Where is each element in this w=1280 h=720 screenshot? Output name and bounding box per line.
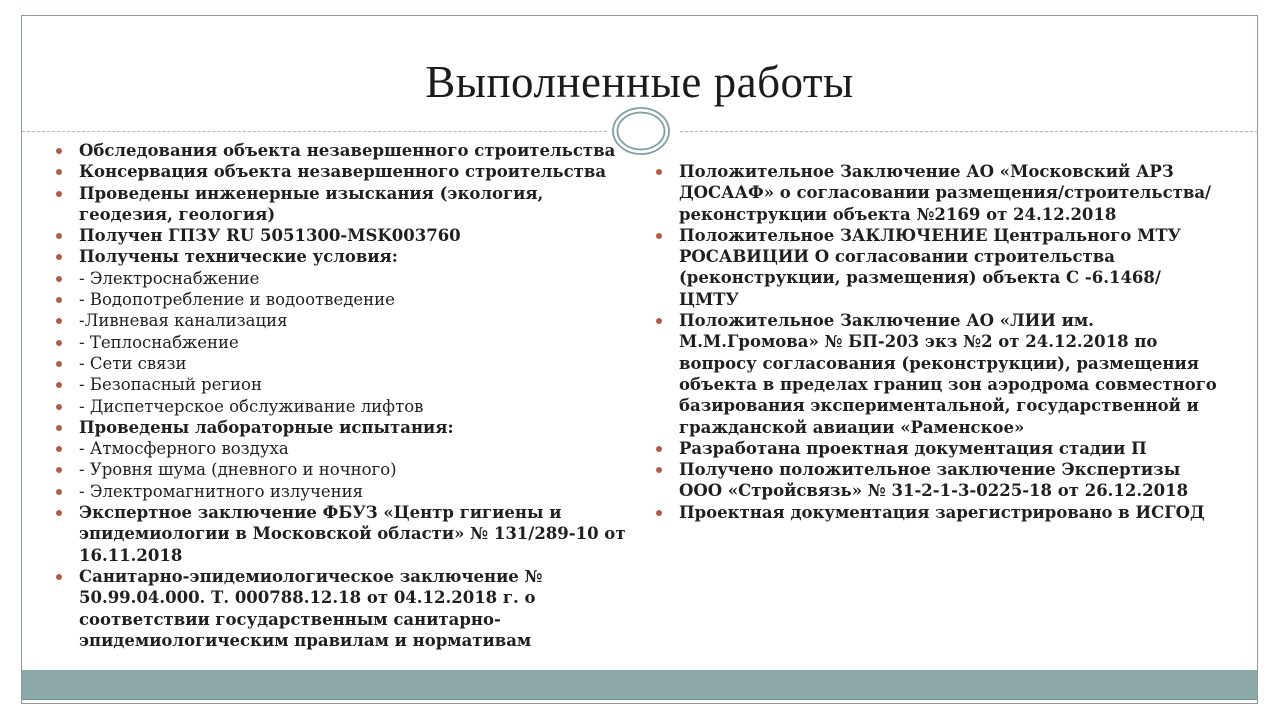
list-item-text: Получены технические условия: (79, 247, 398, 267)
list-item (648, 310, 1220, 438)
list-item-text: - Уровня шума (дневного и ночного) (79, 460, 397, 480)
bullet-icon (656, 510, 662, 516)
list-item-text: Получен ГПЗУ RU 5051300-MSK003760 (79, 226, 461, 246)
bullet-icon (56, 361, 62, 367)
list-item-text: Обследования объекта незавершенного строительства (79, 141, 616, 160)
list-item-text: - Атмосферного воздуха (79, 439, 289, 459)
list-item (48, 353, 640, 374)
list-item (48, 310, 640, 331)
left-column (48, 140, 640, 651)
list-item-text: -Ливневая канализация (79, 311, 288, 331)
list-item (48, 417, 640, 438)
list-item (648, 459, 1220, 502)
list-item (48, 374, 640, 395)
list-item-text: Проведены лабораторные испытания: (79, 417, 454, 437)
list-item-text: Положительное ЗАКЛЮЧЕНИЕ Центрального МТУ РОСАВИЦИИ О согласовании строительства (реконструкции, размещения) объекта С -6.1468/ЦМТУ (679, 225, 1182, 309)
list-item-text: - Сети связи (79, 353, 187, 373)
list-item (48, 459, 640, 480)
list-item (48, 161, 640, 182)
title-divider-left (22, 131, 607, 132)
bullet-icon (56, 233, 62, 239)
list-item-text: Разработана проектная документация стадии П (679, 438, 1147, 458)
list-item-text: - Безопасный регион (79, 375, 262, 395)
list-item (648, 438, 1220, 459)
bullet-icon (656, 318, 662, 324)
list-item-text: Санитарно-эпидемиологическое заключение № 50.99.04.000. Т. 000788.12.18 от 04.12.2018 г. о соответствии государственным санитарно-эпидемиологическим правилам и нормативам (79, 566, 543, 650)
list-item (48, 481, 640, 502)
bullet-icon (656, 233, 662, 239)
bullet-icon (56, 340, 62, 346)
list-item-text: - Водопотребление и водоотведение (79, 290, 395, 310)
bullet-icon (56, 318, 62, 324)
bullet-icon (56, 446, 62, 452)
list-item-text: - Электроснабжение (79, 268, 260, 288)
footer-bar (22, 670, 1257, 700)
right-column (648, 161, 1220, 523)
list-item (48, 183, 640, 226)
list-item-text: - Диспетчерское обслуживание лифтов (79, 396, 424, 416)
bullet-icon (56, 382, 62, 388)
bullet-icon (56, 425, 62, 431)
bullet-icon (56, 276, 62, 282)
list-item (48, 396, 640, 417)
list-item-text: - Электромагнитного излучения (79, 481, 364, 501)
list-item-text: Положительное Заключение АО «Московский АРЗ ДОСААФ» о согласовании размещения/строительства/реконструкции объекта №2169 от 24.12.2018 (679, 162, 1212, 224)
list-item (48, 268, 640, 289)
list-item (48, 225, 640, 246)
bullet-icon (56, 297, 62, 303)
bullet-icon (656, 467, 662, 473)
bullet-icon (56, 254, 62, 260)
bullet-icon (656, 446, 662, 452)
list-item-text: Консервация объекта незавершенного строительства (79, 162, 607, 182)
bullet-icon (56, 489, 62, 495)
bullet-icon (656, 169, 662, 175)
list-item-text: Проведены инженерные изыскания (экология, геодезия, геология) (79, 183, 544, 224)
list-item (648, 161, 1220, 225)
list-item-text: - Теплоснабжение (79, 332, 239, 352)
list-item (48, 289, 640, 310)
list-item (648, 502, 1220, 523)
list-item (48, 566, 640, 651)
list-item (48, 502, 640, 566)
list-item (48, 438, 640, 459)
list-item (48, 332, 640, 353)
bullet-icon (56, 510, 62, 516)
list-item-text: Получено положительное заключение Экспертизы ООО «Стройсвязь» № 31-2-1-3-0225-18 от 26.12.2018 (679, 460, 1189, 501)
bullet-icon (56, 191, 62, 197)
bullet-icon (56, 148, 62, 154)
list-item-text: Проектная документация зарегистрировано в ИСГОД (679, 502, 1205, 522)
bullet-icon (56, 169, 62, 175)
list-item (648, 225, 1220, 310)
bullet-icon (56, 467, 62, 473)
list-item-text: Положительное Заключение АО «ЛИИ им. М.М.Громова» № БП-203 экз №2 от 24.12.2018 по вопросу согласования (реконструкции), размещения объекта в пределах границ зон аэродрома совместного базирования экспериментальной, государственной и гражданской авиации «Раменское» (679, 311, 1217, 437)
bullet-icon (56, 574, 62, 580)
title-divider-right (680, 131, 1258, 132)
list-item-text: Экспертное заключение ФБУЗ «Центр гигиены и эпидемиологии в Московской области» № 131/289-10 от 16.11.2018 (79, 503, 626, 565)
list-item (48, 246, 640, 267)
list-item (48, 140, 640, 161)
slide-title: Выполненные работы (425, 57, 854, 107)
slide-frame (21, 15, 1258, 704)
bullet-icon (56, 404, 62, 410)
